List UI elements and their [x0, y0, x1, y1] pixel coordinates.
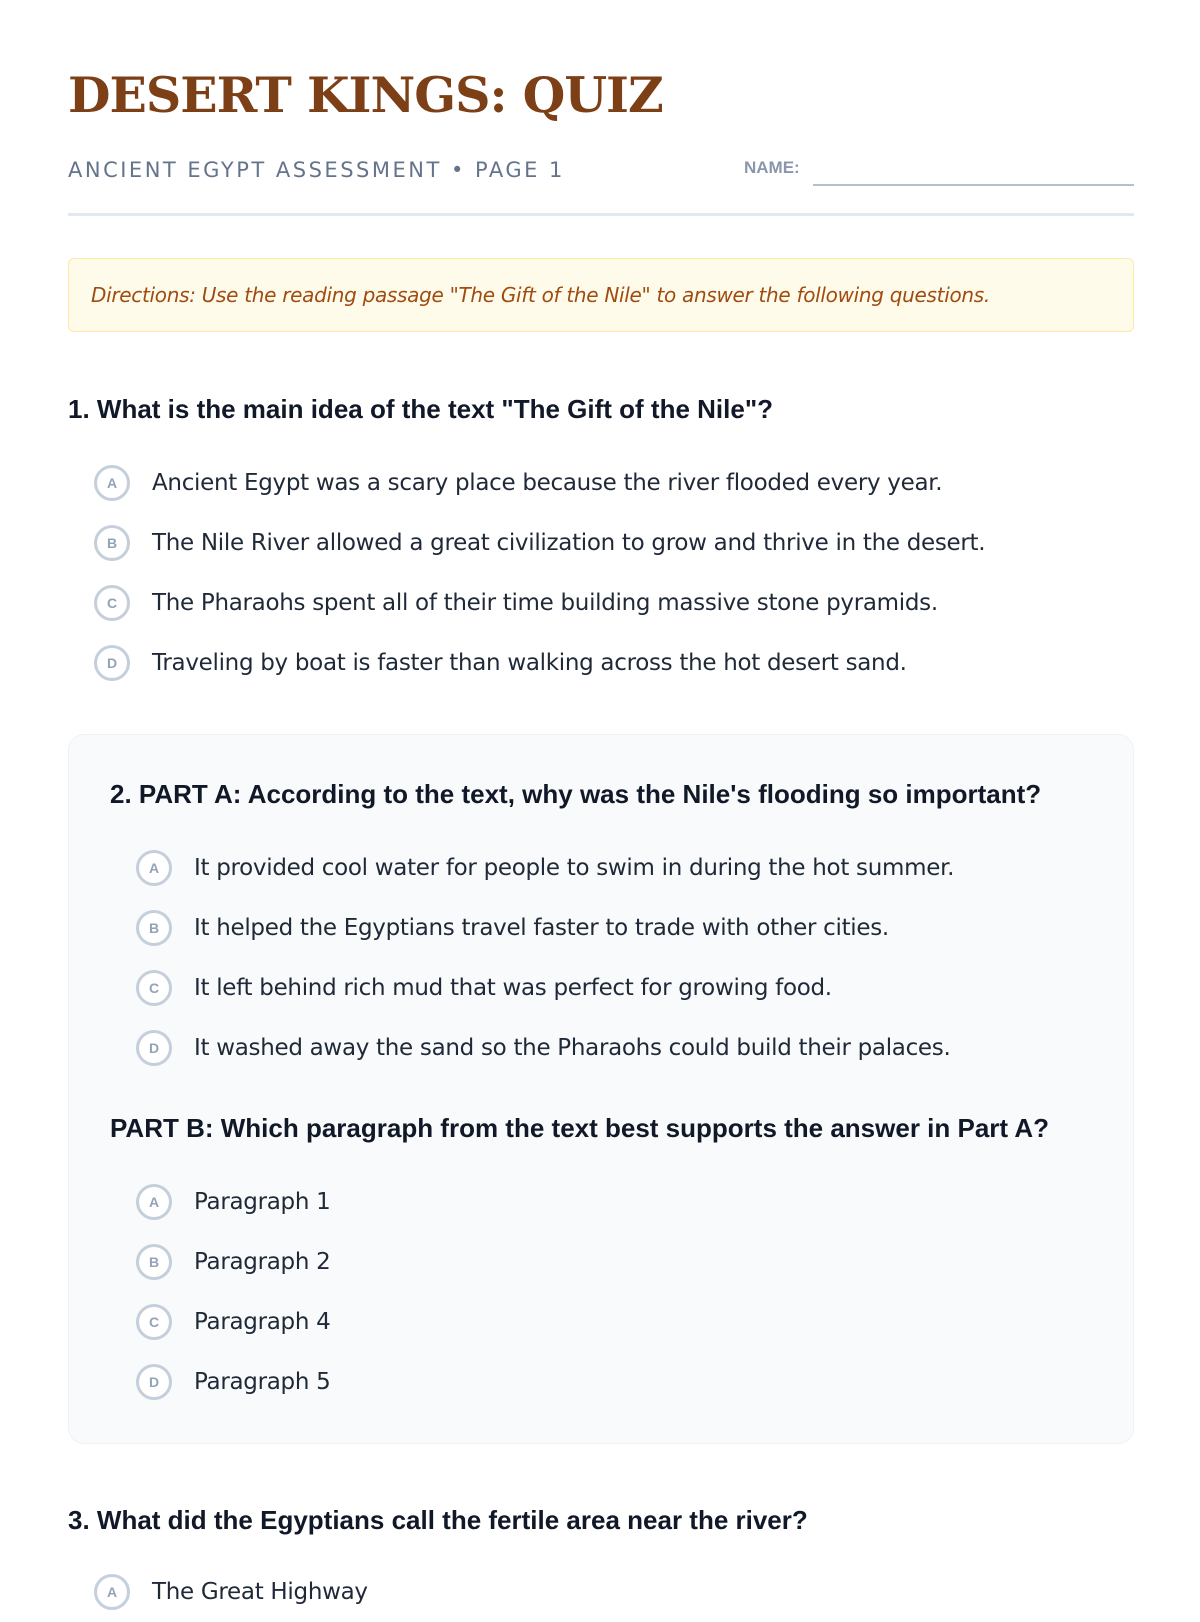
- question-3-option-a[interactable]: [94, 1562, 368, 1622]
- name-label: NAME:: [744, 158, 800, 177]
- answer-bubble[interactable]: C: [136, 970, 172, 1006]
- option-text: The Pharaohs spent all of their time building massive stone pyramids.: [152, 590, 938, 616]
- page-title: DESERT KINGS: QUIZ: [68, 66, 663, 124]
- question-2-panel: [68, 734, 1134, 1444]
- question-2-part-a-options: [136, 838, 954, 1078]
- question-1-prompt: 1. What is the main idea of the text "The Gift of the Nile"?: [68, 394, 774, 424]
- question-1-option-a[interactable]: [94, 453, 985, 513]
- question-1-option-d[interactable]: [94, 633, 985, 693]
- directions-text: Directions: Use the reading passage "The Gift of the Nile" to answer the following questions.: [91, 283, 990, 307]
- name-field[interactable]: [813, 184, 1134, 186]
- option-text: It washed away the sand so the Pharaohs could build their palaces.: [194, 1035, 951, 1061]
- option-text: Traveling by boat is faster than walking across the hot desert sand.: [152, 650, 907, 676]
- answer-bubble[interactable]: A: [94, 1574, 130, 1610]
- question-2-part-a-prompt: 2. PART A: According to the text, why was the Nile's flooding so important?: [110, 779, 1042, 809]
- answer-bubble[interactable]: B: [136, 910, 172, 946]
- question-2a-option-d[interactable]: [136, 1018, 954, 1078]
- page-subtitle: ANCIENT EGYPT ASSESSMENT • PAGE 1: [68, 158, 565, 182]
- question-2a-option-a[interactable]: [136, 838, 954, 898]
- answer-bubble[interactable]: C: [136, 1304, 172, 1340]
- question-2a-option-c[interactable]: [136, 958, 954, 1018]
- option-text: It left behind rich mud that was perfect for growing food.: [194, 975, 832, 1001]
- question-1-option-c[interactable]: [94, 573, 985, 633]
- answer-bubble[interactable]: A: [136, 1184, 172, 1220]
- answer-bubble[interactable]: A: [94, 465, 130, 501]
- question-1-options: [94, 453, 985, 693]
- option-text: It helped the Egyptians travel faster to trade with other cities.: [194, 915, 889, 941]
- header-divider: [68, 213, 1134, 216]
- option-text: Ancient Egypt was a scary place because the river flooded every year.: [152, 470, 943, 496]
- answer-bubble[interactable]: B: [94, 525, 130, 561]
- answer-bubble[interactable]: D: [94, 645, 130, 681]
- option-text: Paragraph 4: [194, 1309, 331, 1335]
- question-3-options: [94, 1562, 368, 1622]
- option-text: Paragraph 1: [194, 1189, 331, 1215]
- answer-bubble[interactable]: B: [136, 1244, 172, 1280]
- question-2a-option-b[interactable]: [136, 898, 954, 958]
- question-3-prompt: 3. What did the Egyptians call the fertile area near the river?: [68, 1505, 808, 1535]
- directions-box: [68, 258, 1134, 332]
- answer-bubble[interactable]: A: [136, 850, 172, 886]
- question-1-option-b[interactable]: [94, 513, 985, 573]
- option-text: Paragraph 2: [194, 1249, 331, 1275]
- question-2b-option-b[interactable]: [136, 1232, 330, 1292]
- question-2b-option-c[interactable]: [136, 1292, 330, 1352]
- option-text: Paragraph 5: [194, 1369, 331, 1395]
- question-2b-option-d[interactable]: [136, 1352, 330, 1412]
- option-text: It provided cool water for people to swim in during the hot summer.: [194, 855, 955, 881]
- answer-bubble[interactable]: D: [136, 1364, 172, 1400]
- question-2b-option-a[interactable]: [136, 1172, 330, 1232]
- question-2-part-b-options: [136, 1172, 330, 1412]
- question-2-part-b-prompt: PART B: Which paragraph from the text best supports the answer in Part A?: [110, 1113, 1049, 1143]
- answer-bubble[interactable]: C: [94, 585, 130, 621]
- option-text: The Great Highway: [152, 1579, 368, 1605]
- answer-bubble[interactable]: D: [136, 1030, 172, 1066]
- option-text: The Nile River allowed a great civilization to grow and thrive in the desert.: [152, 530, 986, 556]
